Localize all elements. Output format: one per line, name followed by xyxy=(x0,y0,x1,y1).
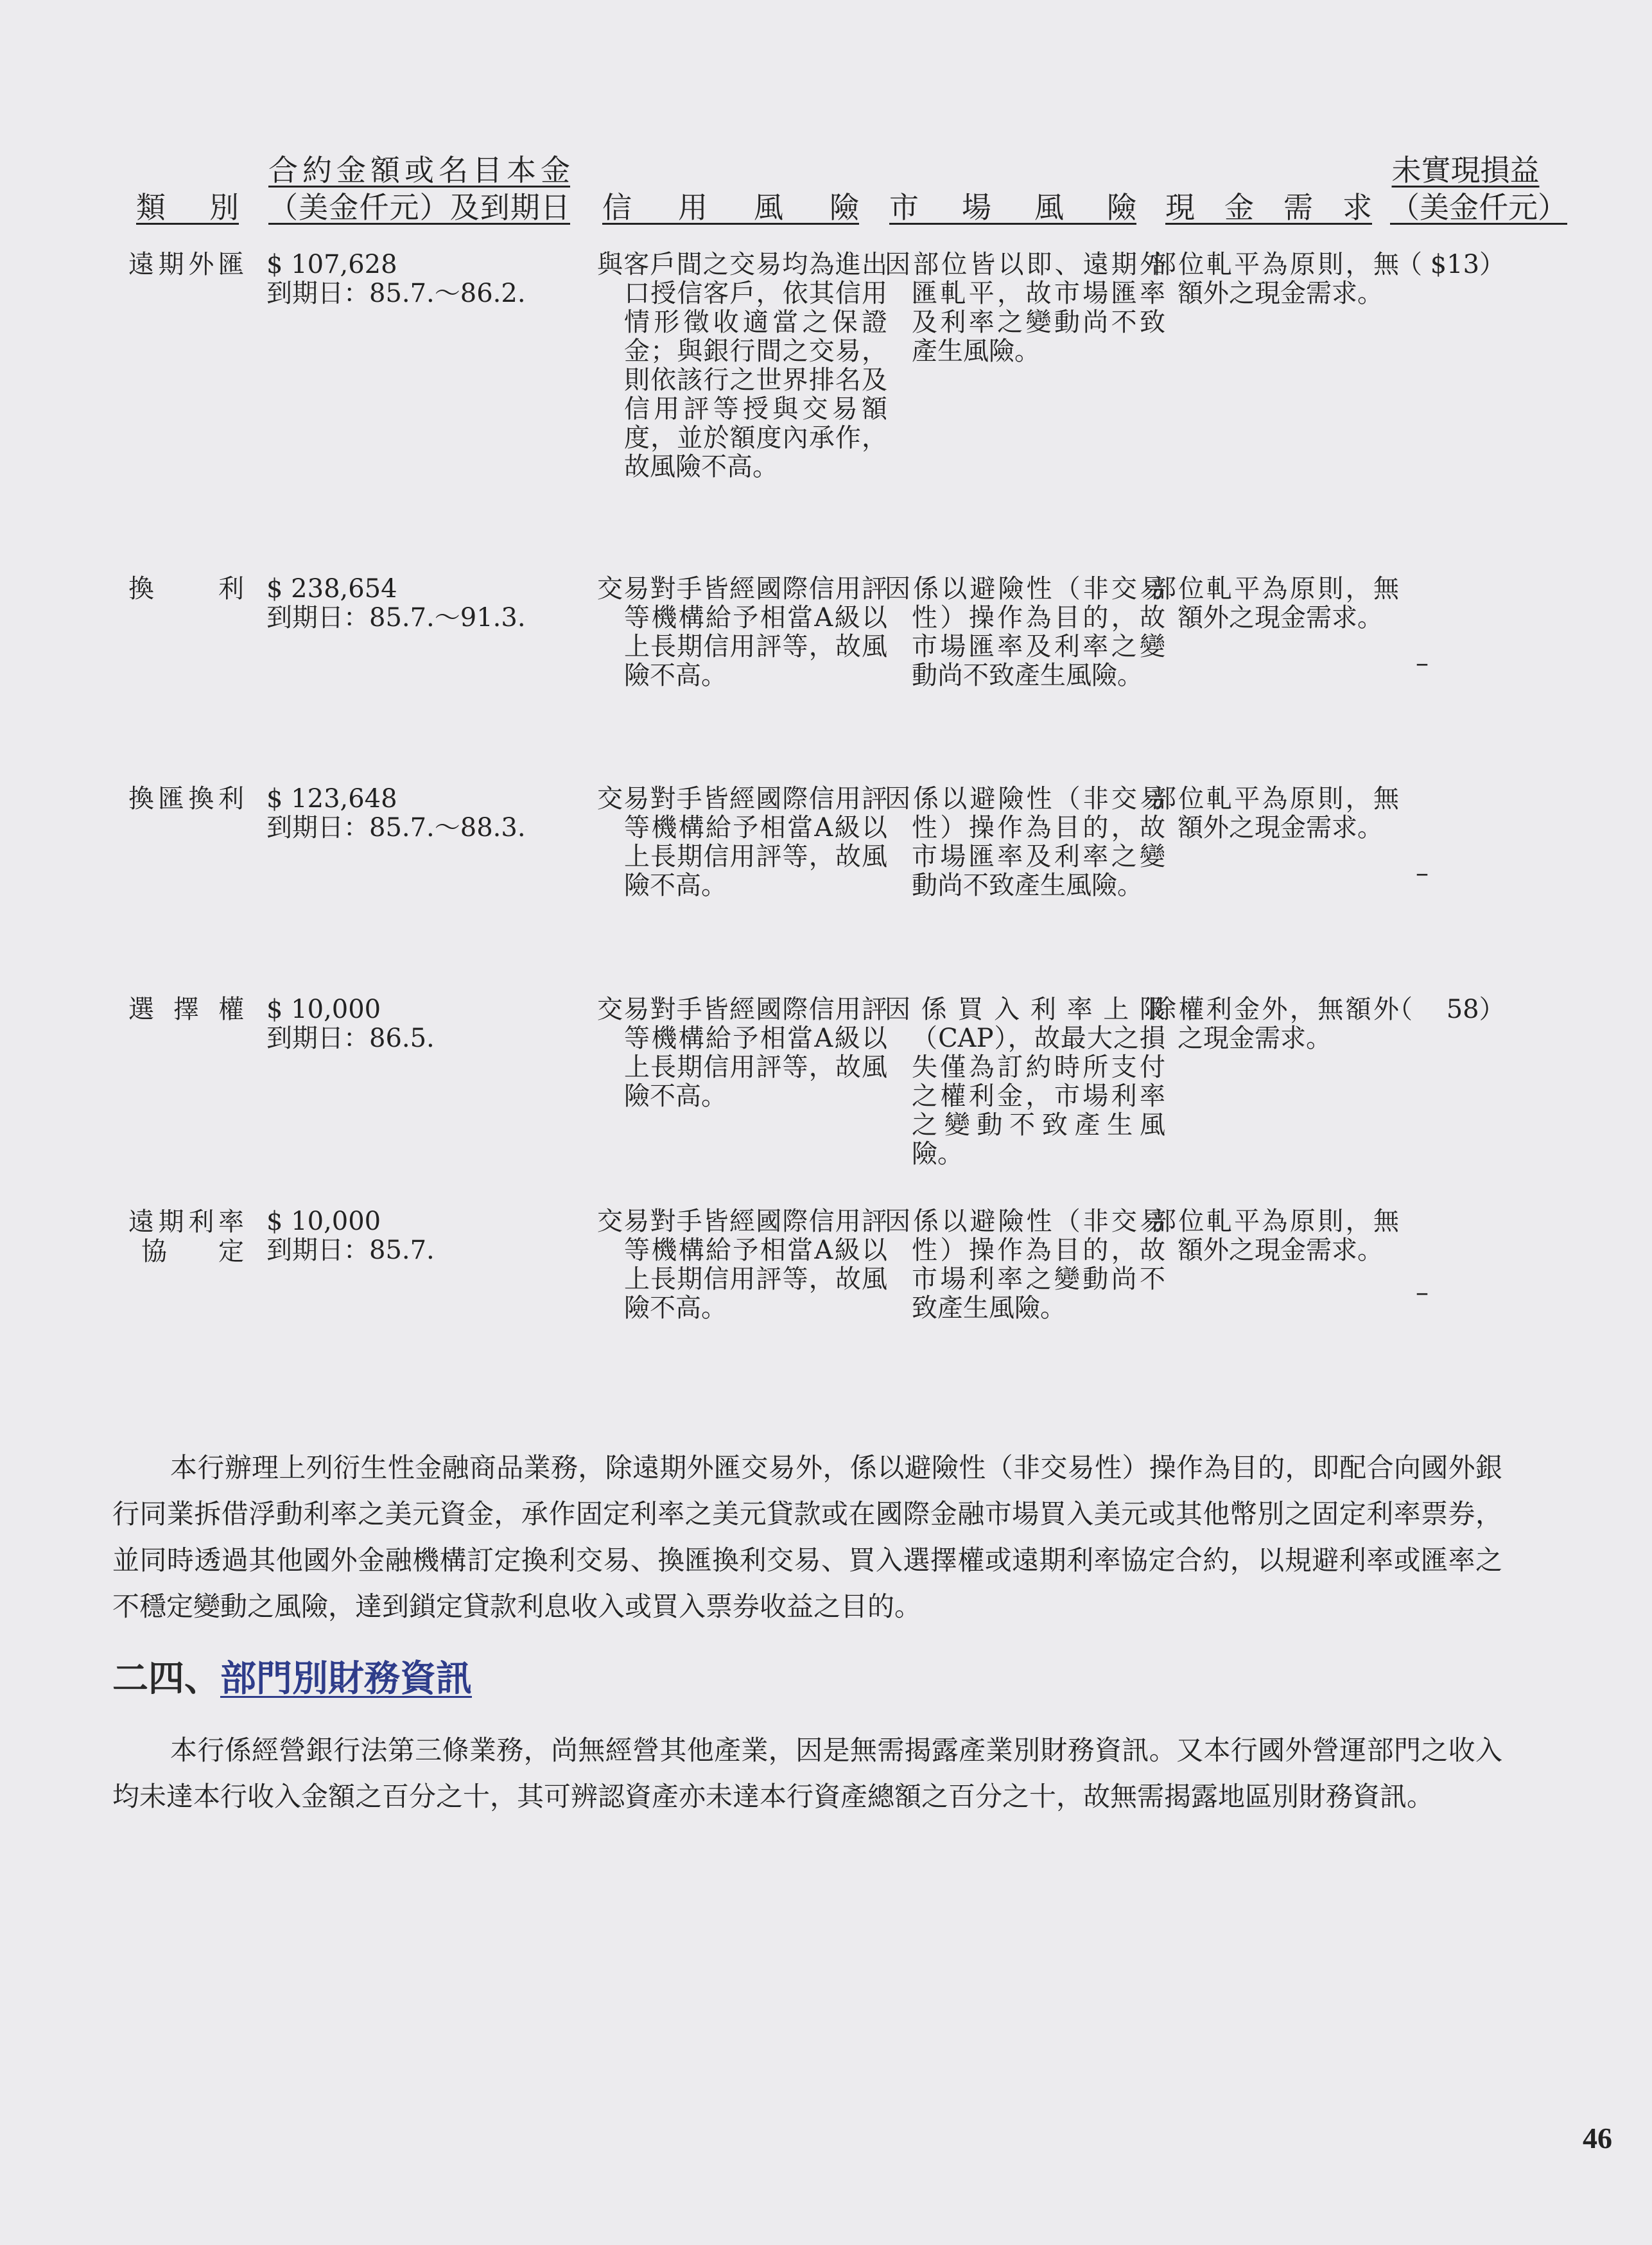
row-amount xyxy=(266,995,575,1053)
header-amount xyxy=(268,152,570,226)
row-type: 選擇權 xyxy=(128,995,244,1024)
row-credit-risk: 交易對手皆經國際信用評等機構給予相當A級以上長期信用評等，故風險不高。 xyxy=(597,784,887,900)
row-due-date: 到期日：85.7.～86.2. xyxy=(266,279,526,308)
row-credit-risk: 與客戶間之交易均為進出口授信客戶，依其信用情形徵收適當之保證金；與銀行間之交易，則依該行之世界排名及信用評等授與交易額度，並於額度內承作，故風險不高。 xyxy=(597,250,887,482)
header-pl-line2: （美金仟元） xyxy=(1390,190,1567,225)
row-market-risk: 因部位皆以即、遠期外匯軋平，故市場匯率及利率之變動尚不致產生風險。 xyxy=(885,250,1165,366)
row-credit-risk: 交易對手皆經國際信用評等機構給予相當A級以上長期信用評等，故風險不高。 xyxy=(597,1207,887,1323)
header-market-risk: 市 場 風 險 xyxy=(889,190,1136,225)
row-type-line2: 協 定 xyxy=(141,1237,244,1266)
table-header xyxy=(0,154,1652,231)
header-credit-risk: 信 用 風 險 xyxy=(602,190,859,225)
row-unrealized-pl: – xyxy=(1416,859,1429,888)
row-amount xyxy=(266,785,575,843)
page-number: 46 xyxy=(1583,2122,1612,2154)
paragraph-segment-info: 本行係經營銀行法第三條業務，尚無經營其他產業，因是無需揭露產業別財務資訊。又本行國外營運部門之收入均未達本行收入金額之百分之十，其可辨認資產亦未達本行資產總額之百分之十，故無需揭露地區別財務資訊。 xyxy=(112,1734,1502,1812)
row-due-date: 到期日：85.7.～91.3. xyxy=(266,603,526,633)
section-heading xyxy=(112,1650,472,1702)
row-cash-need: 部位軋平為原則，無額外之現金需求。 xyxy=(1151,1207,1399,1265)
row-type: 換匯換利 xyxy=(128,784,244,814)
row-type: 換 利 xyxy=(128,574,244,604)
row-due-date: 到期日：86.5. xyxy=(266,1024,435,1053)
section-title: 部門別財務資訊 xyxy=(220,1658,472,1700)
row-market-risk: 因係買入利率上限（CAP），故最大之損失僅為訂約時所支付之權利金，市場利率之變動不致產生風險。 xyxy=(885,995,1165,1169)
header-unrealized-pl xyxy=(1390,152,1567,226)
header-amount-line1: 合約金額或名目本金 xyxy=(268,153,570,188)
row-amount-value: $ 123,648 xyxy=(266,784,397,814)
row-type-line1: 遠期利率 xyxy=(128,1207,244,1237)
row-unrealized-pl: （ 58） xyxy=(1387,995,1505,1024)
row-due-date: 到期日：85.7. xyxy=(266,1236,435,1265)
row-credit-risk: 交易對手皆經國際信用評等機構給予相當A級以上長期信用評等，故風險不高。 xyxy=(597,995,887,1111)
row-cash-need: 除權利金外，無額外之現金需求。 xyxy=(1151,995,1399,1053)
row-amount-value: $ 238,654 xyxy=(266,574,397,604)
row-due-date: 到期日：85.7.～88.3. xyxy=(266,813,526,843)
header-amount-line2: （美金仟元）及到期日 xyxy=(268,190,570,225)
row-type: 遠期外匯 xyxy=(128,250,244,279)
row-unrealized-pl: （ $13） xyxy=(1396,250,1506,279)
paragraph-derivatives: 本行辦理上列衍生性金融商品業務，除遠期外匯交易外，係以避險性（非交易性）操作為目的，即配合向國外銀行同業拆借浮動利率之美元資金，承作固定利率之美元貸款或在國際金融市場買入美元或其他幣別之固定利率票券，並同時透過其他國外金融機構訂定換利交易、換匯換利交易、買入選擇權或遠期利率協定合約，以規避利率或匯率之不穩定變動之風險，達到鎖定貸款利息收入或買入票券收益之目的。 xyxy=(112,1452,1502,1622)
row-cash-need: 部位軋平為原則，無額外之現金需求。 xyxy=(1151,250,1399,308)
header-type: 類 別 xyxy=(136,190,239,225)
row-cash-need: 部位軋平為原則，無額外之現金需求。 xyxy=(1151,784,1399,843)
row-credit-risk: 交易對手皆經國際信用評等機構給予相當A級以上長期信用評等，故風險不高。 xyxy=(597,574,887,690)
row-amount-value: $ 10,000 xyxy=(266,995,381,1024)
section-number: 二四、 xyxy=(112,1658,220,1700)
row-unrealized-pl: – xyxy=(1416,1278,1429,1307)
header-cash-need: 現 金 需 求 xyxy=(1165,190,1372,225)
row-amount-value: $ 107,628 xyxy=(266,250,397,279)
row-amount xyxy=(266,575,575,633)
row-amount xyxy=(266,1207,575,1265)
row-type xyxy=(128,1207,244,1266)
row-cash-need: 部位軋平為原則，無額外之現金需求。 xyxy=(1151,574,1399,633)
row-amount-value: $ 10,000 xyxy=(266,1207,381,1236)
header-pl-line1: 未實現損益 xyxy=(1391,153,1540,188)
row-market-risk: 因係以避險性（非交易性）操作為目的，故市場利率之變動尚不致產生風險。 xyxy=(885,1207,1165,1323)
row-amount xyxy=(266,250,575,308)
row-market-risk: 因係以避險性（非交易性）操作為目的，故市場匯率及利率之變動尚不致產生風險。 xyxy=(885,574,1165,690)
row-market-risk: 因係以避險性（非交易性）操作為目的，故市場匯率及利率之變動尚不致產生風險。 xyxy=(885,784,1165,900)
row-unrealized-pl: – xyxy=(1416,649,1429,678)
